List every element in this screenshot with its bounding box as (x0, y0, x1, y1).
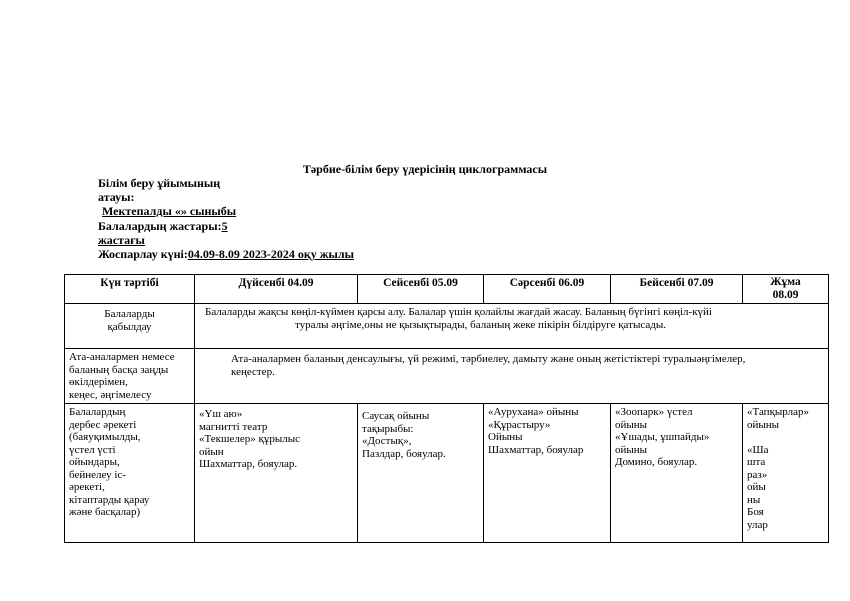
table-row-reception (65, 304, 829, 349)
document-title: Тәрбие-білім беру үдерісінің циклограммасы (302, 162, 548, 176)
age-label: Балалардың жастары: (98, 218, 222, 233)
activity-monday: «Үш аю» магнитті театр «Текшелер» құрылыс ойын Шахматтар, бояулар. (195, 404, 358, 543)
plan-label: Жоспарлау күні: (98, 247, 188, 262)
age-value-cont: жастағы (98, 232, 145, 247)
reception-text-line-1: Балаларды жақсы көңіл-күймен қарсы алу. Балалар үшін қолайлы жағдай жасау. Баланың бүгінгі көңіл-күйі (205, 306, 712, 318)
reception-text-line-2: туралы әңгіме,оны не қызықтырады, баланың жеке пікірін білдіруге қатысады. (295, 318, 666, 331)
header-friday: Жұма 08.09 (743, 275, 829, 304)
org-label-line-1: Білім беру ұйымының (98, 176, 221, 190)
activity-friday: «Тапқырлар» ойыны «Ша шта раз» ойы ны Боя улар (743, 404, 829, 543)
plan-value: 04.09-8.09 2023-2024 оқу жылы (187, 247, 354, 262)
row-label-reception: Балаларды қабылдау (65, 304, 195, 349)
header-thursday: Бейсенбі 07.09 (611, 275, 743, 304)
table-row-parents (65, 349, 829, 404)
activity-tuesday: Саусақ ойыны тақырыбы: «Достық», Пазлдар, бояулар. (358, 404, 484, 543)
org-label-line-2: атауы: (98, 190, 135, 205)
header-schedule: Күн тәртібі (65, 275, 195, 304)
header-tuesday: Сейсенбі 05.09 (358, 275, 484, 304)
table-row-activity (65, 404, 829, 543)
header-wednesday: Сәрсенбі 06.09 (484, 275, 611, 304)
row-text-reception (195, 304, 829, 349)
document-meta (98, 176, 388, 261)
cyclogram-table (64, 274, 829, 543)
age-value: 5 (221, 218, 228, 233)
activity-wednesday: «Аурухана» ойыны «Құрастыру» Ойыны Шахматтар, бояулар (484, 404, 611, 543)
activity-thursday: «Зоопарк» үстел ойыны «Ұшады, ұшпайды» ойыны Домино, бояулар. (611, 404, 743, 543)
header-monday: Дүйсенбі 04.09 (195, 275, 358, 304)
header-row (65, 275, 829, 304)
org-name: Мектепалды «» сыныбы (102, 204, 237, 219)
row-text-parents: Ата-аналармен баланың денсаулығы, үй режимі, тәрбиелеу, дамыту және оның жетістіктері туралыәңгімелер, кеңестер. (195, 349, 829, 404)
row-label-parents: Ата-аналармен немесе баланың басқа заңды өкілдерімен, кеңес, әңгімелесу (65, 349, 195, 404)
row-label-activity: Балалардың дербес әрекеті (баяуқимылды, үстел үсті ойындары, бейнелеу іс- әрекеті, кітаптарды қарау және басқалар) (65, 404, 195, 543)
